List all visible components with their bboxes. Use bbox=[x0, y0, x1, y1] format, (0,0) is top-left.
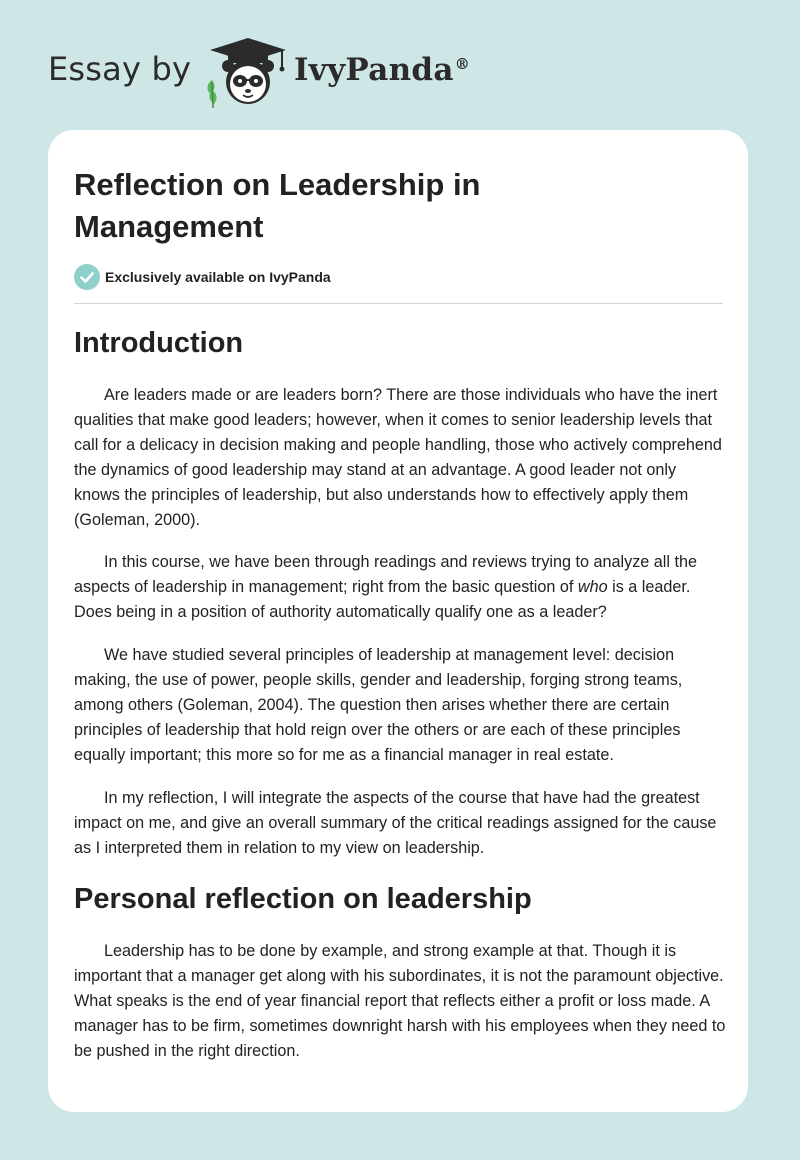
essay-title: Reflection on Leadership in Management bbox=[74, 167, 481, 244]
exclusive-badge-text: Exclusively available on IvyPanda bbox=[105, 269, 331, 285]
emphasis-text: who bbox=[577, 578, 608, 597]
check-circle-icon bbox=[74, 264, 100, 290]
paragraph: Are leaders made or are leaders born? There are those individuals who have the inert qualities that make good leaders; however, when it comes to senior leadership levels that call for a delicacy in decision making and people handling, those who actively comprehend the dynamics of good leadership may stand at an advantage. A good leader not only knows the principles of leadership, but also understands how to effectively apply them (Goleman, 2000). bbox=[74, 386, 722, 529]
section-heading-personal-reflection: Personal reflection on leadership bbox=[74, 883, 532, 916]
paragraph-text: is a leader. Does being in a position of authority automatically qualify one as a leader? bbox=[74, 578, 691, 622]
brand-name-text: IvyPanda bbox=[294, 52, 454, 88]
paragraph: Leadership has to be done by example, and strong example at that. Though it is important that a manager get along with his subordinates, it is not the paramount objective. What speaks is the end of year financial report that reflects either a profit or loss made. A manager has to be firm, sometimes downright harsh with his employees when they need to be pushed in the right direction. bbox=[74, 942, 726, 1061]
essay-by-label: Essay by bbox=[48, 50, 192, 88]
brand-header bbox=[48, 34, 471, 108]
panda-graduate-logo-icon[interactable] bbox=[202, 34, 294, 108]
brand-name[interactable] bbox=[294, 52, 470, 88]
registered-mark: ® bbox=[454, 54, 471, 73]
paragraph: We have studied several principles of leadership at management level: decision making, the use of power, people skills, gender and leadership, forging strong teams, among others (Goleman, 2004). The question then arises whether there are certain principles of leadership that hold reign over the others or are each of these principles equally important; this more so for me as a financial manager in real estate. bbox=[74, 646, 683, 764]
essay-card bbox=[48, 130, 748, 1112]
exclusive-badge bbox=[74, 264, 331, 290]
paragraph: In my reflection, I will integrate the aspects of the course that have had the greatest impact on me, and give an overall summary of the critical readings assigned for the cause as I interpreted them in relation to my view on leadership. bbox=[74, 788, 717, 857]
paragraph-text: In this course, we have been through readings and reviews trying to analyze all the aspects of leadership in management; right from the basic question of bbox=[74, 553, 697, 597]
paragraph bbox=[74, 550, 726, 625]
title-divider bbox=[74, 303, 723, 304]
essay-body bbox=[74, 322, 726, 1082]
section-heading-introduction: Introduction bbox=[74, 327, 244, 359]
